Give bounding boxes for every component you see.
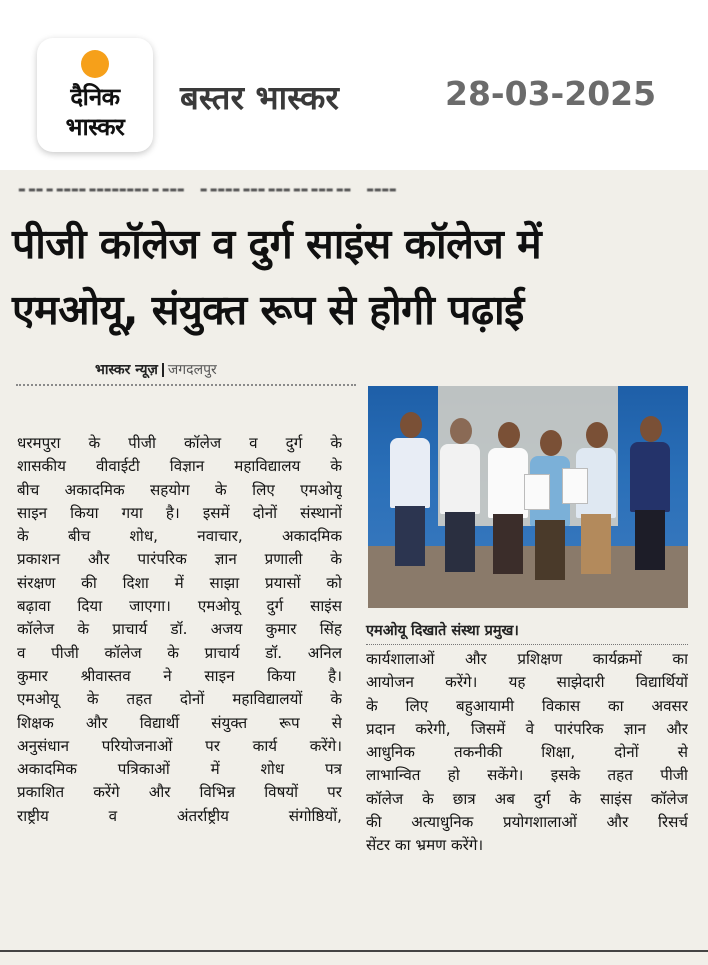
column1-line: के बीच शोध, नवाचार, अकादमिक — [17, 527, 342, 546]
edition-title: बस्तर भास्कर — [180, 78, 339, 117]
column1-line: संरक्षण की दिशा में साझा प्रयासों को — [17, 573, 342, 592]
column2-line: आधुनिक तकनीकी शिक्षा, दोनों से — [366, 743, 688, 762]
column1-line: अनुसंधान परियोजनाओं पर कार्य करेंगे। — [17, 736, 342, 755]
column2-line: आयोजन करेंगे। यह साझेदारी विद्यार्थियों — [366, 673, 688, 692]
column1-line: कॉलेज के प्राचार्य डॉ. अजय कुमार सिंह — [17, 620, 342, 639]
column1-line: व पीजी कॉलेज के प्राचार्य डॉ. अनिल — [17, 643, 342, 662]
headline-line-2: एमओयू, संयुक्त रूप से होगी पढ़ाई — [12, 286, 524, 334]
edition-date: 28-03-2025 — [445, 74, 657, 113]
column1-line: शासकीय वीवाईटी विज्ञान महाविद्यालय के — [17, 457, 342, 476]
byline-place: जगदलपुर — [167, 362, 217, 378]
column1-line: बढ़ावा दिया जाएगा। एमओयू दुर्ग साइंस — [17, 597, 342, 616]
column2-line: सेंटर का भ्रमण करेंगे। — [366, 836, 484, 855]
certificate-prop — [562, 468, 588, 504]
headline-line-1: पीजी कॉलेज व दुर्ग साइंस कॉलेज में — [12, 220, 542, 268]
column2-line: कॉलेज के छात्र अब दुर्ग के साइंस कॉलेज — [366, 789, 688, 808]
byline-divider — [162, 363, 164, 377]
column1-line: शिक्षक और विद्यार्थी संयुक्त रूप से — [17, 713, 342, 732]
bottom-border — [0, 950, 708, 952]
mou-event-photo[interactable] — [368, 386, 688, 608]
logo-text-line2: भास्कर — [65, 113, 125, 141]
column2-line: प्रदान करेगी, जिसमें वे पारंपरिक ज्ञान और — [366, 719, 688, 738]
column1-line: प्रकाशन और पारंपरिक ज्ञान प्रणाली के — [17, 550, 342, 569]
byline-source: भास्कर न्यूज़ — [95, 362, 158, 378]
cropped-text-strip: ▬ ▬▬ ▬ ▬▬▬▬ ▬▬▬▬▬▬▬▬ ▬ ▬▬▬ ▬ ▬▬▬▬ ▬▬▬ ▬▬▬ ▬▬ ▬▬▬ ▬▬ ▬▬▬▬ — [18, 186, 397, 194]
byline — [95, 360, 217, 379]
column1-line: अकादमिक पत्रिकाओं में शोध पत्र — [17, 760, 342, 779]
sun-logo-icon — [81, 50, 109, 78]
app-header — [0, 0, 708, 165]
certificate-prop — [524, 474, 550, 510]
photo-caption: एमओयू दिखाते संस्था प्रमुख। — [366, 623, 519, 639]
column1-line: कुमार श्रीवास्तव ने साइन किया है। — [17, 666, 342, 685]
column1-line: एमओयू के तहत दोनों महाविद्यालयों के — [17, 690, 342, 709]
logo-text-line1: दैनिक — [70, 83, 120, 111]
dainik-bhaskar-logo[interactable] — [37, 38, 153, 152]
column2-line: लाभान्वित हो सकेंगे। इसके तहत पीजी — [366, 766, 688, 785]
newspaper-clipping — [0, 170, 708, 965]
column1-line: राष्ट्रीय व अंतर्राष्ट्रीय संगोष्ठियों, — [17, 806, 342, 825]
column1-line: प्रकाशित करेंगे और विभिन्न विषयों पर — [17, 783, 342, 802]
dotted-divider — [16, 384, 356, 386]
article-column-1 — [17, 432, 342, 828]
column2-line: की अत्याधुनिक प्रयोगशालाओं और रिसर्च — [366, 813, 688, 832]
article-column-2 — [366, 648, 688, 858]
column1-line: धरमपुरा के पीजी कॉलेज व दुर्ग के — [17, 434, 342, 452]
column1-line: साइन किया गया है। इसमें दोनों संस्थानों — [17, 503, 342, 522]
column2-line: कार्यशालाओं और प्रशिक्षण कार्यक्रमों का — [366, 650, 688, 668]
caption-divider — [366, 644, 688, 645]
column2-line: के लिए बहुआयामी विकास का अवसर — [366, 696, 688, 715]
column1-line: बीच अकादमिक सहयोग के लिए एमओयू — [17, 480, 342, 499]
